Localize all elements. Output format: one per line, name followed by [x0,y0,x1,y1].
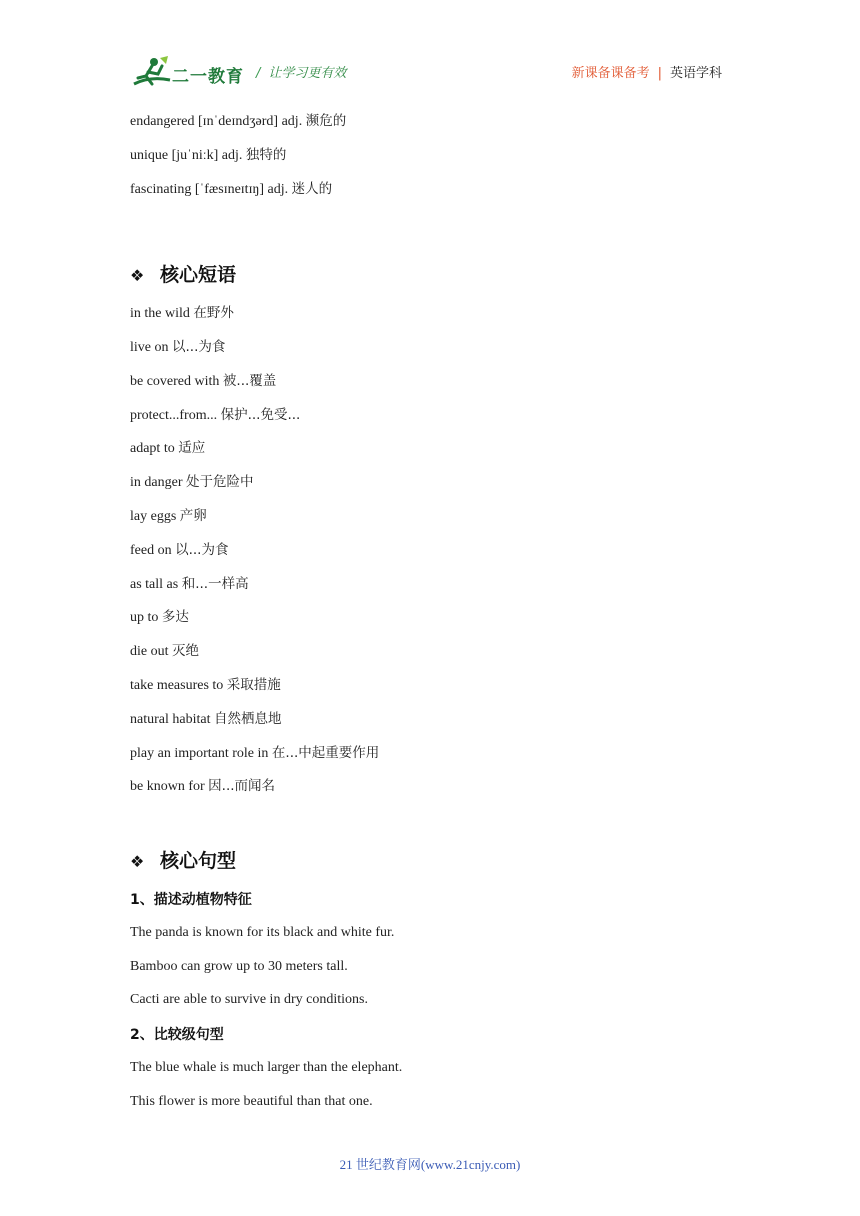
vocab-line: fascinating [ˈfæsɪneɪtɪŋ] adj. 迷人的 [130,181,333,197]
sentence-line: This flower is more beautiful than that one. [130,1094,373,1109]
page-header [0,0,860,100]
phrase-line: up to 多达 [130,609,189,625]
phrase-line: feed on 以...为食 [130,542,229,558]
phrase-line: play an important role in 在...中起重要作用 [130,745,380,761]
sentence-line: Bamboo can grow up to 30 meters tall. [130,959,348,974]
header-course-label: 新课备课备考 [571,66,650,81]
phrase-line: in the wild 在野外 [130,305,234,321]
phrase-line: take measures to 采取措施 [130,677,281,693]
phrase-line: adapt to 适应 [130,440,206,456]
sentence-line: The panda is known for its black and white fur. [130,925,395,940]
header-subject-label: 英语学科 [669,66,722,81]
phrase-line: protect...from... 保护...免受... [130,407,301,423]
phrase-line: lay eggs 产卵 [130,508,207,524]
phrase-line: be known for 因...而闻名 [130,778,276,794]
vocab-line: endangered [ɪnˈdeɪndʒərd] adj. 濒危的 [130,113,347,129]
page-footer: 21 世纪教育网(www.21cnjy.com) [339,1157,521,1172]
section-heading-sentences: ❖ 核心句型 [130,850,237,872]
vocab-line: unique [juˈniːk] adj. 独特的 [130,147,287,163]
sentence-line: The blue whale is much larger than the elephant. [130,1060,403,1075]
section-heading-phrases: ❖ 核心短语 [130,264,237,286]
phrase-line: as tall as 和...一样高 [130,576,249,592]
phrase-line: in danger 处于危险中 [130,474,254,490]
logo-text: 二一教育 [172,67,244,87]
sentence-group-title: 2、比较级句型 [130,1027,224,1043]
diamond-bullet-icon: ❖ [130,266,145,285]
header-right: 新课备课备考 | 英语学科 [571,66,722,81]
sentence-group-title: 1、描述动植物特征 [130,892,252,908]
sentence-line: Cacti are able to survive in dry conditions. [130,992,368,1007]
phrase-line: natural habitat 自然栖息地 [130,711,282,727]
diamond-bullet-icon: ❖ [130,852,145,871]
phrase-line: die out 灭绝 [130,643,199,659]
phrase-line: be covered with 被...覆盖 [130,373,277,389]
phrase-line: live on 以...为食 [130,339,226,355]
header-slogan: / 让学习更有效 [256,66,347,81]
